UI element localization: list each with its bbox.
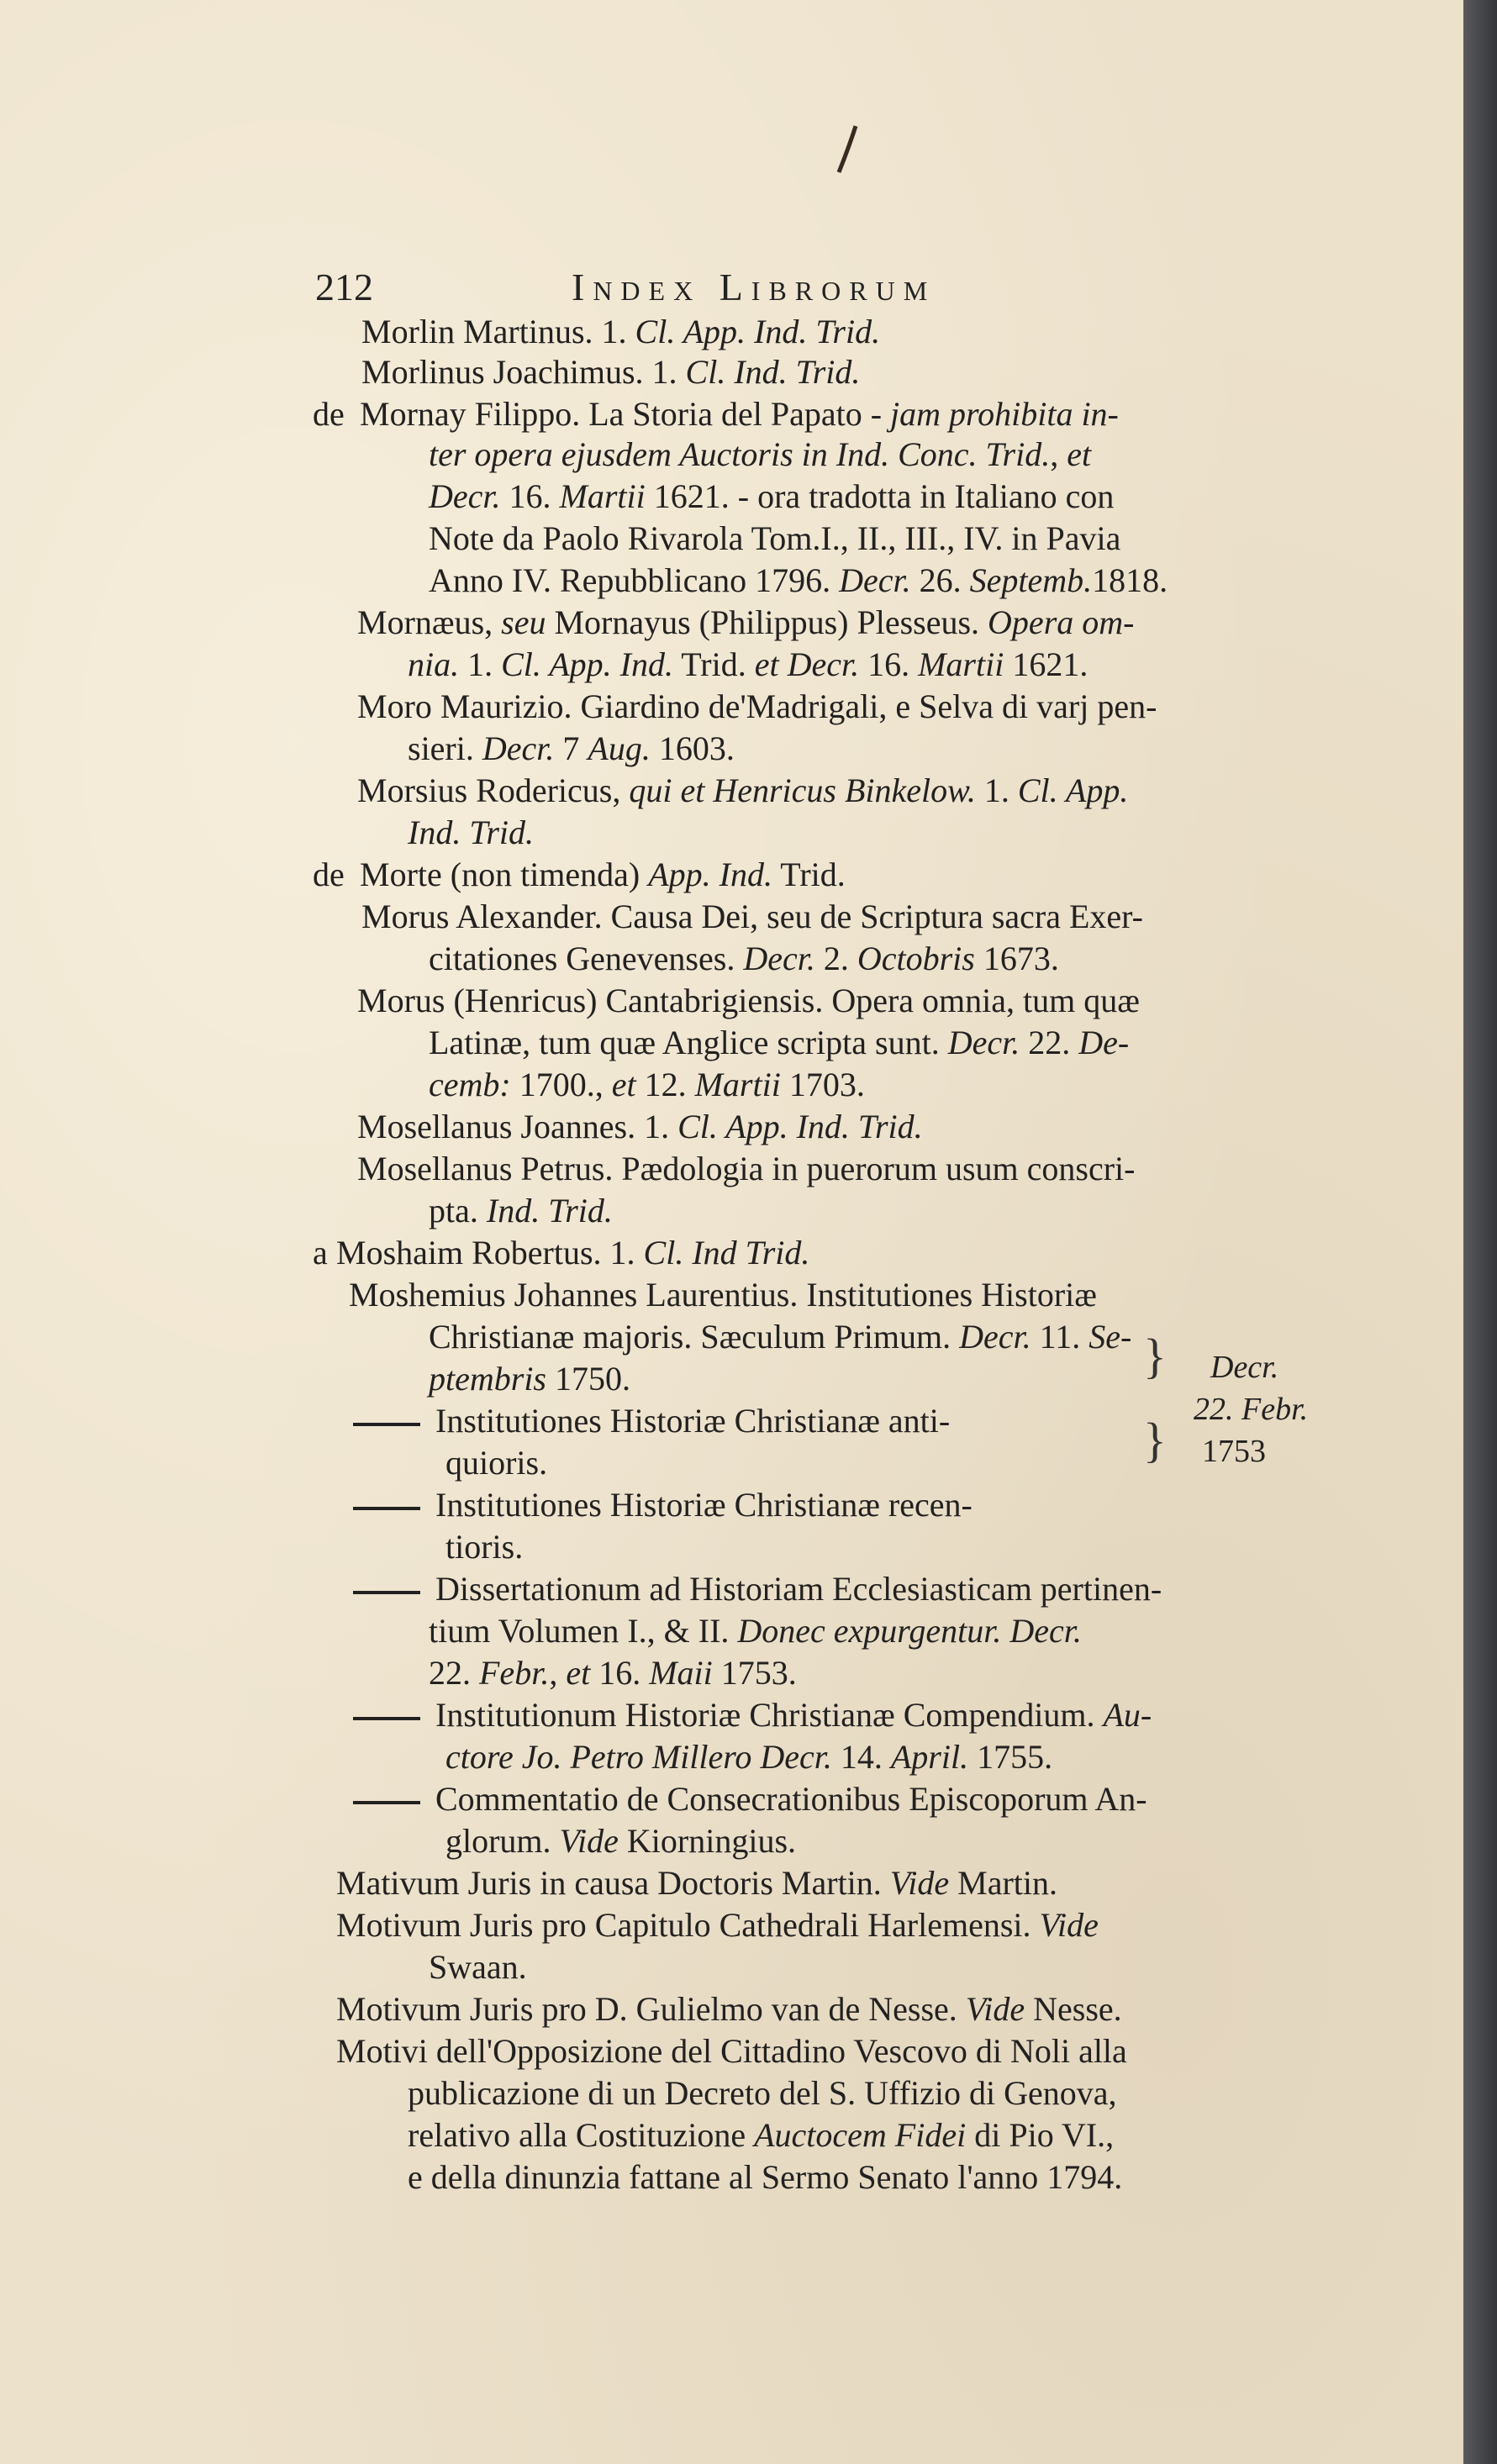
italic-text: cemb: [429, 1066, 511, 1103]
page-edge [1463, 0, 1497, 2464]
italic-text: ter opera ejusdem Auctoris in Ind. Conc. Trid. [429, 435, 1051, 473]
roman-text: Dissertationum ad Historiam Ecclesiasticam pertinen- [435, 1570, 1162, 1608]
index-line [336, 1862, 1057, 1904]
italic-text: Vide [1039, 1906, 1099, 1944]
roman-text: 1. [459, 645, 502, 683]
brace-note-line1: Decr. [1210, 1350, 1279, 1385]
index-line [353, 1778, 1147, 1820]
index-line [429, 518, 1120, 560]
roman-text: Swaan. [429, 1948, 527, 1986]
index-line [429, 560, 1168, 602]
roman-text: 22. [429, 1654, 479, 1692]
italic-text: Donec expurgentur. Decr. [737, 1612, 1082, 1650]
brace-note-line2: 22. Febr. [1194, 1392, 1309, 1427]
italic-text: Febr. [479, 1654, 550, 1692]
roman-text: Morlin Martinus. 1. [361, 313, 635, 350]
index-line [361, 351, 860, 393]
italic-text: Binkelow. [844, 771, 976, 809]
index-line [408, 644, 1088, 686]
index-line [429, 1652, 797, 1694]
index-line [429, 1358, 630, 1400]
roman-text: , [1050, 435, 1067, 473]
index-line [357, 686, 1157, 728]
italic-text: Decr. [482, 729, 555, 767]
roman-text: 1621. - ora tradotta in Italiano con [645, 477, 1115, 515]
italic-text: nia. [408, 645, 460, 683]
roman-text: Morsius Rodericus, [357, 771, 630, 809]
page-title: Index Librorum [572, 266, 936, 308]
index-line [429, 476, 1114, 518]
roman-text: Kiorningius. [618, 1822, 797, 1860]
roman-text: Mornæus, [357, 603, 502, 641]
roman-text: Institutiones Historiæ Christianæ anti- [435, 1402, 951, 1440]
italic-text: Decr. [947, 1024, 1020, 1061]
roman-text: 1750. [546, 1360, 630, 1398]
roman-text: di Pio VI., [966, 2116, 1115, 2154]
italic-text: Ind. Trid. [408, 813, 535, 851]
roman-text: 1753. [712, 1654, 797, 1692]
italic-text: Opera om- [988, 603, 1135, 641]
roman-text: 1673. [974, 940, 1059, 977]
roman-text: Mornay Filippo. La Storia del Papato - [360, 395, 891, 433]
roman-text: Mosellanus Joannes. 1. [357, 1108, 678, 1145]
roman-text: 11. [1031, 1318, 1089, 1356]
roman-text: Mosellanus Petrus. Pædologia in puerorum usum conscri- [357, 1150, 1136, 1187]
index-line [429, 1946, 527, 1988]
roman-text: sieri. [408, 729, 482, 767]
index-line [357, 980, 1140, 1022]
roman-text: e della dinunzia fattane al Sermo Senato l'anno 1794. [408, 2158, 1123, 2196]
brace-note-line3: 1753 [1202, 1434, 1266, 1469]
italic-text: jam prohibita in- [890, 395, 1119, 433]
italic-text: Martii [918, 645, 1004, 683]
repeat-dash [353, 1507, 420, 1510]
roman-text: citationes Genevenses. [429, 940, 744, 977]
index-line [408, 2156, 1122, 2198]
italic-text: et [611, 1066, 636, 1103]
roman-text: Note da Paolo Rivarola Tom.I., II., III., IV. in Pavia [429, 519, 1121, 557]
entry-prefix: a [313, 1234, 328, 1271]
index-line [408, 2072, 1116, 2114]
roman-text: tium Volumen I., & II. [429, 1612, 738, 1650]
index-line [336, 1232, 809, 1274]
roman-text: Institutionum Historiæ Christianæ Compendium. [435, 1696, 1104, 1734]
italic-text: Cl. App. Ind. Trid. [635, 313, 881, 350]
index-line [408, 812, 534, 854]
roman-text: Trid. [772, 856, 846, 893]
roman-text: tioris. [445, 1528, 524, 1566]
index-line [429, 1190, 613, 1232]
roman-text: publicazione di un Decreto del S. Uffizio di Genova, [408, 2074, 1117, 2112]
index-line [429, 434, 1091, 476]
repeat-dash [353, 1801, 420, 1804]
roman-text: Morus (Henricus) Cantabrigiensis. Opera omnia, tum quæ [357, 982, 1140, 1019]
roman-text: Morlinus Joachimus. 1. [361, 353, 686, 391]
running-header [315, 265, 1320, 315]
roman-text: 7 [554, 729, 588, 767]
index-line [357, 770, 1128, 812]
roman-text: 1603. [650, 729, 735, 767]
italic-text: qui et Henricus [629, 771, 836, 809]
index-line [429, 1316, 1131, 1358]
roman-text: 22. [1020, 1024, 1079, 1061]
italic-text: Cl. Ind. Trid. [685, 353, 861, 391]
entry-prefix: de [313, 395, 345, 433]
roman-text: Latinæ, tum quæ Anglice scripta sunt. [429, 1024, 948, 1061]
roman-text: Trid. [672, 645, 755, 683]
index-line [445, 1820, 796, 1862]
roman-text: 16. [859, 645, 919, 683]
italic-text: seu [501, 603, 546, 641]
italic-text: Au- [1103, 1696, 1152, 1734]
index-line [357, 1106, 923, 1148]
italic-text: Octobris [857, 940, 975, 977]
roman-text: 12. [635, 1066, 695, 1103]
italic-text: Cl. App. Ind. Trid. [677, 1108, 923, 1145]
repeat-dash [353, 1423, 420, 1426]
roman-text: 1818. [1092, 561, 1168, 599]
roman-text: glorum. [445, 1822, 560, 1860]
brace-top: } [1143, 1329, 1167, 1383]
index-line [336, 2030, 1127, 2072]
roman-text: Morus Alexander. Causa Dei, seu de Scriptura sacra Exer- [361, 898, 1143, 935]
italic-text: Aug. [588, 729, 651, 767]
roman-text: Mornayus (Philippus) Plesseus. [546, 603, 988, 641]
italic-text: De- [1078, 1024, 1130, 1061]
brace-bottom: } [1143, 1413, 1167, 1467]
italic-text: Cl. App. [1017, 771, 1129, 809]
roman-text: Martin. [949, 1864, 1058, 1902]
roman-text: Anno IV. Repubblicano 1796. [429, 561, 840, 599]
roman-text: 1. [975, 771, 1018, 809]
italic-text: Vide [559, 1822, 619, 1860]
index-line [408, 728, 735, 770]
index-line [357, 602, 1134, 644]
index-line [408, 2114, 1114, 2156]
index-line [429, 938, 1059, 980]
italic-text: Auctocem Fidei [754, 2116, 967, 2154]
index-line [353, 1694, 1152, 1736]
index-line [361, 311, 880, 353]
entry-prefix: de [313, 856, 345, 893]
italic-text: Septemb. [969, 561, 1093, 599]
italic-text: Ind. Trid. [486, 1192, 613, 1229]
italic-text: Martii [694, 1066, 781, 1103]
index-line [360, 854, 846, 896]
roman-text: 16. [500, 477, 560, 515]
roman-text: 2. [814, 940, 857, 977]
roman-text: Moshaim Robertus. 1. [336, 1234, 644, 1271]
roman-text: 14. [831, 1738, 891, 1776]
italic-text: Vide [965, 1990, 1025, 2028]
italic-text: et Decr. [754, 645, 860, 683]
italic-text: Cl. Ind Trid. [643, 1234, 810, 1271]
italic-text: Maii [649, 1654, 713, 1692]
italic-text: Se- [1088, 1318, 1132, 1356]
roman-text: 1755. [968, 1738, 1053, 1776]
roman-text: Christianæ majoris. Sæculum Primum. [429, 1318, 960, 1356]
italic-text: Decr. [429, 477, 501, 515]
italic-text: Cl. App. Ind. [501, 645, 673, 683]
roman-text: Moshemius Johannes Laurentius. Institutiones Historiæ [349, 1276, 1097, 1314]
roman-text: Mativum Juris in causa Doctoris Martin. [336, 1864, 890, 1902]
index-line [361, 896, 1143, 938]
italic-text: et [1067, 435, 1092, 473]
index-line [445, 1442, 547, 1484]
roman-text: 1621. [1004, 645, 1088, 683]
italic-text: et [566, 1654, 591, 1692]
index-line [429, 1022, 1129, 1064]
roman-text: Moro Maurizio. Giardino de'Madrigali, e Selva di varj pen- [357, 687, 1157, 725]
italic-text: App. Ind. [648, 856, 773, 893]
roman-text: Morte (non timenda) [360, 856, 649, 893]
repeat-dash [353, 1717, 420, 1720]
italic-text: Vide [889, 1864, 950, 1902]
roman-text: , [549, 1654, 567, 1692]
italic-text: Decr. [743, 940, 815, 977]
italic-text: Decr. [959, 1318, 1031, 1356]
index-line [429, 1064, 865, 1106]
index-line [349, 1274, 1097, 1316]
roman-text: Motivum Juris pro D. Gulielmo van de Nesse. [336, 1990, 966, 2028]
italic-text: ctore Jo. Petro Millero Decr. [445, 1738, 832, 1776]
italic-text: Martii [559, 477, 646, 515]
repeat-dash [353, 1591, 420, 1594]
index-line [353, 1484, 973, 1526]
roman-text: Institutiones Historiæ Christianæ recen- [435, 1486, 973, 1524]
roman-text: Nesse. [1025, 1990, 1122, 2028]
roman-text: relativo alla Costituzione [408, 2116, 755, 2154]
roman-text: Commentatio de Consecrationibus Episcoporum An- [435, 1780, 1147, 1818]
roman-text: quioris. [445, 1444, 548, 1482]
roman-text [836, 771, 845, 809]
index-line [357, 1148, 1135, 1190]
roman-text: Motivum Juris pro Capitulo Cathedrali Harlemensi. [336, 1906, 1040, 1944]
index-line [360, 393, 1119, 435]
roman-text: 1700., [510, 1066, 612, 1103]
roman-text: pta. [429, 1192, 487, 1229]
roman-text: 26. [910, 561, 970, 599]
index-line [336, 1988, 1122, 2030]
roman-text: 1703. [780, 1066, 865, 1103]
page-number: 212 [315, 266, 373, 308]
index-line [353, 1568, 1162, 1610]
italic-text: April. [890, 1738, 969, 1776]
roman-text: Motivi dell'Opposizione del Cittadino Vescovo di Noli alla [336, 2032, 1127, 2070]
index-line [445, 1526, 523, 1568]
index-line [445, 1736, 1052, 1778]
italic-text: ptembris [429, 1360, 546, 1398]
index-line [336, 1904, 1099, 1946]
index-line [429, 1610, 1082, 1652]
roman-text: 16. [590, 1654, 650, 1692]
italic-text: Decr. [839, 561, 911, 599]
index-line [353, 1400, 950, 1442]
